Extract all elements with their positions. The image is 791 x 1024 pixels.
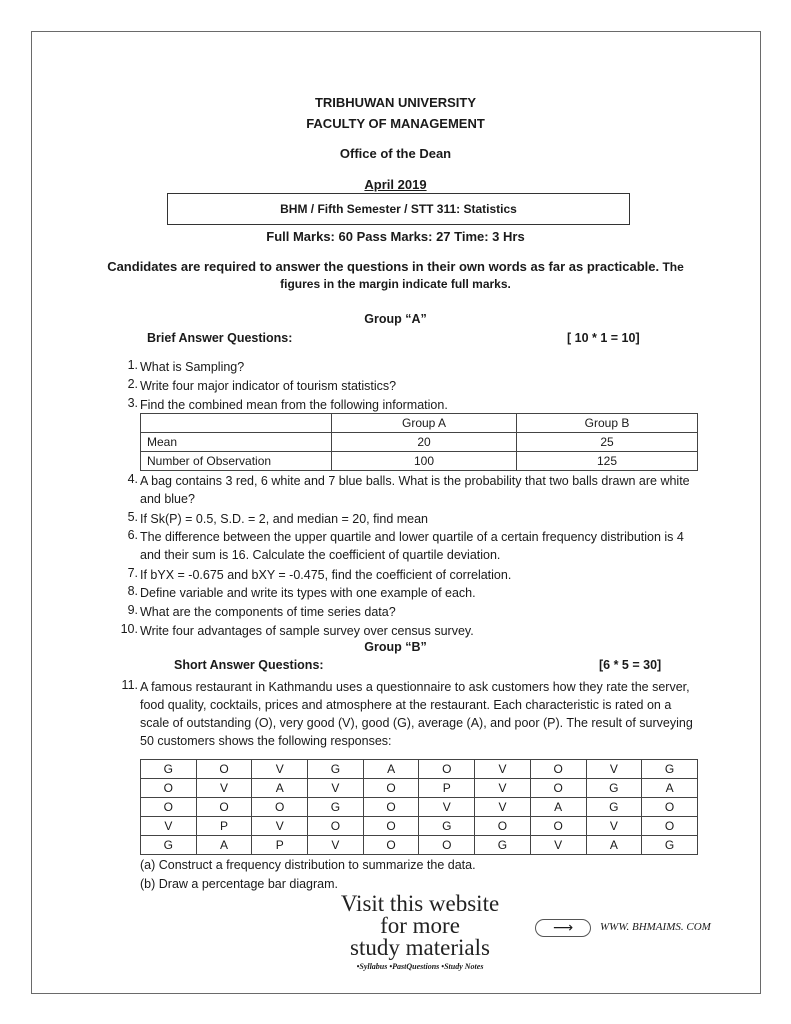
table-cell: V	[419, 798, 475, 817]
table-cell: A	[252, 779, 308, 798]
table-cell: V	[586, 760, 642, 779]
table-cell: 100	[332, 452, 517, 471]
table-cell: G	[308, 798, 364, 817]
semester-box: BHM / Fifth Semester / STT 311: Statistics	[167, 193, 630, 225]
table-cell: O	[642, 798, 698, 817]
table-row	[141, 452, 698, 471]
question-number: 11.	[121, 678, 138, 692]
question-number: 7.	[127, 566, 138, 580]
table-cell: O	[530, 779, 586, 798]
group-b-marks: [6 * 5 = 30]	[599, 658, 662, 672]
promo-line: Visit this website	[340, 891, 500, 916]
table-cell: 25	[517, 433, 698, 452]
promo-tagline: •Syllabus •PastQuestions •Study Notes	[356, 962, 484, 971]
group-a-label: Brief Answer Questions:	[147, 331, 293, 345]
group-a-marks: [ 10 * 1 = 10]	[567, 331, 640, 345]
question-number: 9.	[127, 603, 138, 617]
office-name: Office of the Dean	[339, 146, 452, 161]
question-text: A famous restaurant in Kathmandu uses a questionnaire to ask customers how they rate the server, food quality, cocktails, prices and atmosphere at the restaurant. Each characteristic is rated on a scale of outstanding (O), very good (V), good (G), average (A), and poor (P). The result of surveying 50 customers shows the following responses:	[140, 680, 693, 748]
table-cell: O	[363, 798, 419, 817]
question-text: Define variable and write its types with one example of each.	[140, 586, 476, 600]
table-cell: G	[642, 760, 698, 779]
table-cell: A	[642, 779, 698, 798]
question-number: 4.	[127, 472, 138, 486]
responses-table	[140, 759, 698, 855]
table-cell: A	[196, 836, 252, 855]
promo-line: study materials	[350, 935, 490, 960]
table-cell: O	[419, 760, 475, 779]
sub-question-a: (a) Construct a frequency distribution to summarize the data.	[140, 858, 476, 872]
table-cell: O	[252, 798, 308, 817]
table-cell: O	[141, 798, 197, 817]
table-cell: O	[419, 836, 475, 855]
table-cell: O	[642, 817, 698, 836]
table-cell: G	[308, 760, 364, 779]
table-cell: O	[308, 817, 364, 836]
question-text: Write four major indicator of tourism statistics?	[140, 379, 397, 393]
table-cell: A	[530, 798, 586, 817]
instructions-line2: figures in the margin indicate full marks.	[280, 277, 511, 291]
table-cell: O	[363, 779, 419, 798]
question-text: What are the components of time series data?	[140, 605, 396, 619]
university-name: TRIBHUWAN UNIVERSITY	[314, 95, 477, 110]
table-cell: O	[363, 836, 419, 855]
table-cell: O	[530, 760, 586, 779]
table-cell: Group A	[332, 414, 517, 433]
table-cell: Group B	[517, 414, 698, 433]
table-cell: P	[252, 836, 308, 855]
question-text: Write four advantages of sample survey over census survey.	[140, 624, 474, 638]
table-cell: O	[141, 779, 197, 798]
question-text: A bag contains 3 red, 6 white and 7 blue balls. What is the probability that two balls drawn are white and blue?	[140, 474, 690, 506]
table-cell: P	[196, 817, 252, 836]
table-cell: V	[196, 779, 252, 798]
table-cell: V	[252, 760, 308, 779]
table-cell: V	[141, 817, 197, 836]
table-row	[141, 836, 698, 855]
group-a-title: Group “A”	[364, 312, 427, 326]
marks-line: Full Marks: 60 Pass Marks: 27 Time: 3 Hrs	[266, 229, 525, 244]
promo-line: for more	[380, 913, 460, 938]
table-cell: G	[141, 836, 197, 855]
table-cell: G	[586, 798, 642, 817]
table-row	[141, 798, 698, 817]
exam-date: April 2019	[364, 177, 427, 192]
table-cell: G	[419, 817, 475, 836]
promo-text	[300, 893, 540, 959]
group-b-label: Short Answer Questions:	[174, 658, 324, 672]
table-header-row	[141, 414, 698, 433]
question-number: 10.	[120, 622, 138, 636]
table-cell: O	[196, 798, 252, 817]
table-cell: G	[642, 836, 698, 855]
instructions-rest: The	[659, 260, 684, 274]
faculty-name: FACULTY OF MANAGEMENT	[306, 116, 485, 131]
website-link[interactable]: WWW. BHMAIMS. COM	[600, 921, 711, 933]
question-text: Find the combined mean from the following information.	[140, 398, 448, 412]
table-cell: V	[586, 817, 642, 836]
question-text: The difference between the upper quartile and lower quartile of a certain frequency distribution is 4 and their sum is 16. Calculate the coefficient of quartile deviation.	[140, 530, 684, 562]
arrow-right-icon: ⟶	[535, 919, 591, 937]
table-row	[141, 433, 698, 452]
table-cell: V	[475, 760, 531, 779]
table-cell: 125	[517, 452, 698, 471]
group-b-title: Group “B”	[364, 640, 427, 654]
table-cell: G	[586, 779, 642, 798]
table-cell	[141, 414, 332, 433]
instructions-bold: Candidates are required to answer the questions in their own words as far as practicable.	[107, 259, 660, 274]
table-row	[141, 817, 698, 836]
table-row	[141, 779, 698, 798]
question-number: 8.	[127, 584, 138, 598]
table-cell: G	[141, 760, 197, 779]
question-number: 5.	[127, 510, 138, 524]
question-number: 1.	[127, 358, 138, 372]
table-cell: 20	[332, 433, 517, 452]
question-text: If Sk(P) = 0.5, S.D. = 2, and median = 20, find mean	[140, 512, 429, 526]
question-number: 2.	[127, 377, 138, 391]
table-cell: O	[530, 817, 586, 836]
table-cell: P	[419, 779, 475, 798]
question-number: 6.	[127, 528, 138, 542]
table-cell: V	[475, 798, 531, 817]
sub-question-b: (b) Draw a percentage bar diagram.	[140, 877, 339, 891]
table-cell: O	[475, 817, 531, 836]
combined-mean-table	[140, 413, 698, 471]
table-cell: A	[586, 836, 642, 855]
table-cell: Number of Observation	[141, 452, 332, 471]
table-cell: Mean	[141, 433, 332, 452]
table-cell: V	[308, 779, 364, 798]
question-number: 3.	[127, 396, 138, 410]
table-cell: V	[530, 836, 586, 855]
table-cell: V	[475, 779, 531, 798]
table-cell: G	[475, 836, 531, 855]
table-row	[141, 760, 698, 779]
question-text: What is Sampling?	[140, 360, 245, 374]
instructions-line1	[0, 259, 791, 274]
table-cell: A	[363, 760, 419, 779]
question-text: If bYX = -0.675 and bXY = -0.475, find the coefficient of correlation.	[140, 568, 512, 582]
table-cell: O	[363, 817, 419, 836]
table-cell: V	[252, 817, 308, 836]
table-cell: O	[196, 760, 252, 779]
table-cell: V	[308, 836, 364, 855]
